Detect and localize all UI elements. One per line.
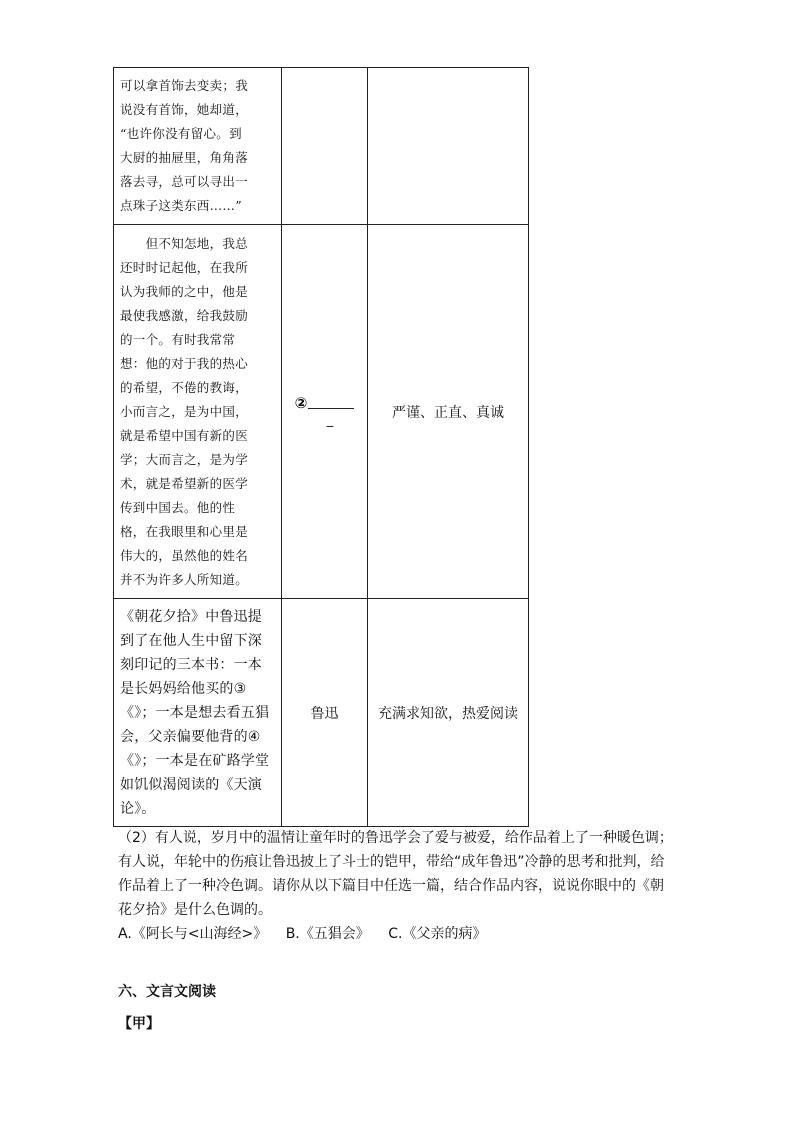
question-2 (118, 826, 718, 922)
text-line: 说没有首饰，她却道， (120, 102, 249, 117)
question-line: 有人说，年轮中的伤痕让鲁迅披上了斗士的铠甲，带给“成年鲁迅”冷静的思考和批判，给 (118, 854, 665, 870)
text-line: 小而言之，是为中国， (120, 403, 249, 419)
section-heading: 六、文言文阅读 (118, 984, 216, 1000)
text-line: 最使我感激，给我鼓励 (120, 307, 249, 323)
trait-cell: 严谨、正直、真诚 (368, 225, 529, 599)
question-line: 花夕拾》是什么色调的。 (118, 902, 272, 918)
question-line: 作品着上了一种冷色调。请你从以下篇目中任选一篇，结合作品内容，说说你眼中的《朝 (118, 878, 664, 894)
text-line: 学；大而言之，是为学 (120, 451, 249, 467)
text-line: 但不知怎地，我总 (120, 235, 249, 251)
text-line: 《朝花夕拾》中鲁迅提 (120, 608, 262, 625)
table-row (114, 225, 529, 599)
text-line: 术，就是希望新的医学 (120, 475, 249, 491)
person-cell (282, 68, 368, 225)
table-row (114, 68, 529, 225)
text-line: 传到中国去。他的性 (120, 499, 236, 515)
person-cell: 鲁迅 (282, 599, 368, 827)
text-line: 认为我师的之中，他是 (120, 283, 249, 299)
text-line: 并不为许多人所知道。 (120, 571, 249, 587)
blank-marker: ② (294, 393, 308, 412)
excerpt-cell (114, 225, 282, 599)
option-c: C.《父亲的病》 (388, 926, 487, 942)
text-line: 就是希望中国有新的医 (120, 427, 249, 443)
blank-tail: _ (326, 412, 334, 428)
person-cell (282, 225, 368, 599)
section-subheading: 【甲】 (118, 1016, 160, 1032)
answer-blank-line (308, 398, 354, 409)
option-a: A.《阿长与<山海经>》 (118, 926, 268, 942)
table-row (114, 599, 529, 827)
answer-table (113, 67, 529, 827)
options-row (118, 922, 500, 946)
text-line: 是长妈妈给他买的③ (120, 680, 247, 697)
text-line: 还时时记起他，在我所 (120, 259, 249, 275)
text-line: “也许你没有留心。到 (120, 126, 242, 141)
question-line: （2）有人说，岁月中的温情让童年时的鲁迅学会了爱与被爱，给作品着上了一种暖色调； (118, 830, 673, 846)
text-line: 想：他的对于我的热心 (120, 355, 249, 371)
text-line: 伟大的，虽然他的姓名 (120, 547, 249, 563)
excerpt-cell (114, 68, 282, 225)
excerpt-cell (114, 599, 282, 827)
text-line: 点珠子这类东西……” (120, 198, 242, 213)
text-line: 刻印记的三本书：一本 (120, 656, 262, 673)
text-line: 会，父亲偏要他背的④ (120, 728, 261, 745)
text-line: 《》；一本是在矿路学堂 (120, 752, 270, 769)
text-line: 如饥似渴阅读的《天演 (120, 776, 262, 793)
text-line: 论》。 (120, 800, 156, 817)
text-line: 可以拿首饰去变卖；我 (120, 78, 249, 93)
text-line: 格，在我眼里和心里是 (120, 523, 249, 539)
trait-cell (368, 68, 529, 225)
text-line: 的一个。有时我常常 (120, 331, 236, 347)
text-line: 落去寻，总可以寻出一 (120, 174, 249, 189)
fill-blank-2 (295, 394, 355, 430)
option-b: B.《五猖会》 (285, 926, 370, 942)
text-line: 《》；一本是想去看五猖 (120, 704, 270, 721)
text-line: 的希望，不倦的教诲， (120, 379, 249, 395)
text-line: 到了在他人生中留下深 (120, 632, 262, 649)
trait-cell: 充满求知欲，热爱阅读 (368, 599, 529, 827)
text-line: 大厨的抽屉里，角角落 (120, 150, 249, 165)
